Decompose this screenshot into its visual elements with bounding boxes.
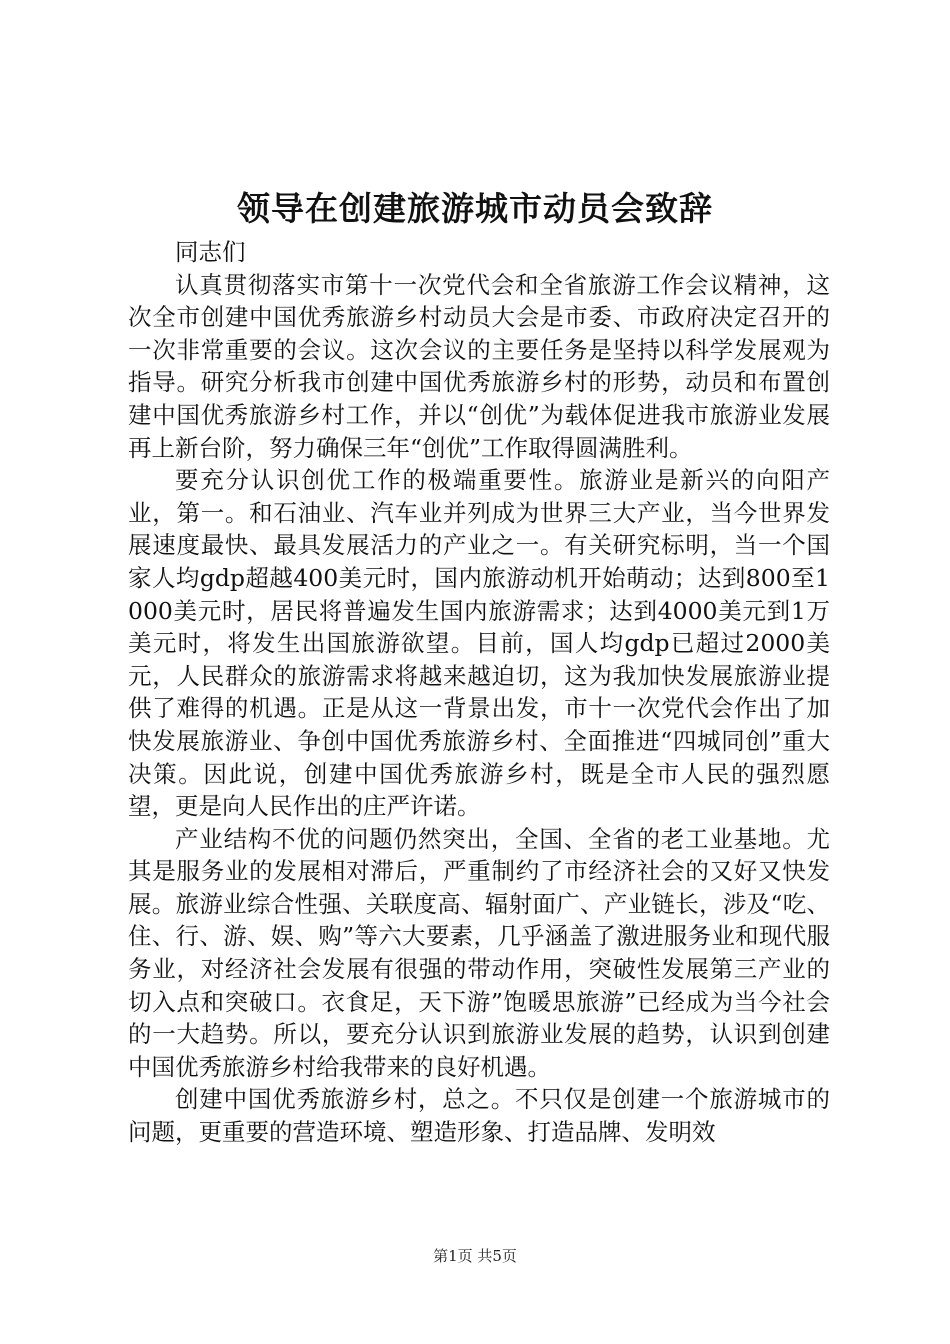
page-number-footer: 第1页 共5页 (433, 1247, 517, 1265)
paragraph-4: 创建中国优秀旅游乡村，总之。不只仅是创建一个旅游城市的问题，更重要的营造环境、塑造形象、打造品牌、发明效 (128, 1085, 830, 1147)
document-body (128, 236, 830, 1149)
document-title: 领导在创建旅游城市动员会致辞 (237, 189, 713, 228)
paragraph-3: 产业结构不优的问题仍然突出，全国、全省的老工业基地。尤其是服务业的发展相对滞后，严重制约了市经济社会的又好又快发展。旅游业综合性强、关联度高、辐射面广、产业链长，涉及“吃、住、行、游、娱、购”等六大要素，几乎涵盖了激进服务业和现代服务业，对经济社会发展有很强的带动作用，突破性发展第三产业的切入点和突破口。衣食足，天下游”饱暖思旅游”已经成为当今社会的一大趋势。所以，要充分认识到旅游业发展的趋势，认识到创建中国优秀旅游乡村给我带来的良好机遇。 (128, 824, 830, 1081)
salutation: 同志们 (175, 238, 246, 266)
paragraph-2: 要充分认识创优工作的极端重要性。旅游业是新兴的向阳产业，第一。和石油业、汽车业并列成为世界三大产业，当今世界发展速度最快、最具发展活力的产业之一。有关研究标明，当一个国家人均gdp超越400美元时，国内旅游动机开始萌动；达到800至1000美元时，居民将普遍发生国内旅游需求；达到4000美元到1万美元时，将发生出国旅游欲望。目前，国人均gdp已超过2000美元，人民群众的旅游需求将越来越迫切，这为我加快发展旅游业提供了难得的机遇。正是从这一背景出发，市十一次党代会作出了加快发展旅游业、争创中国优秀旅游乡村、全面推进“四城同创”重大决策。因此说，创建中国优秀旅游乡村，既是全市人民的强烈愿望，更是向人民作出的庄严许诺。 (128, 466, 830, 821)
paragraph-1: 认真贯彻落实市第十一次党代会和全省旅游工作会议精神，这次全市创建中国优秀旅游乡村动员大会是市委、市政府决定召开的一次非常重要的会议。这次会议的主要任务是坚持以科学发展观为指导。研究分析我市创建中国优秀旅游乡村的形势，动员和布置创建中国优秀旅游乡村工作，并以“创优”为载体促进我市旅游业发展再上新台阶，努力确保三年“创优”工作取得圆满胜利。 (128, 270, 830, 462)
